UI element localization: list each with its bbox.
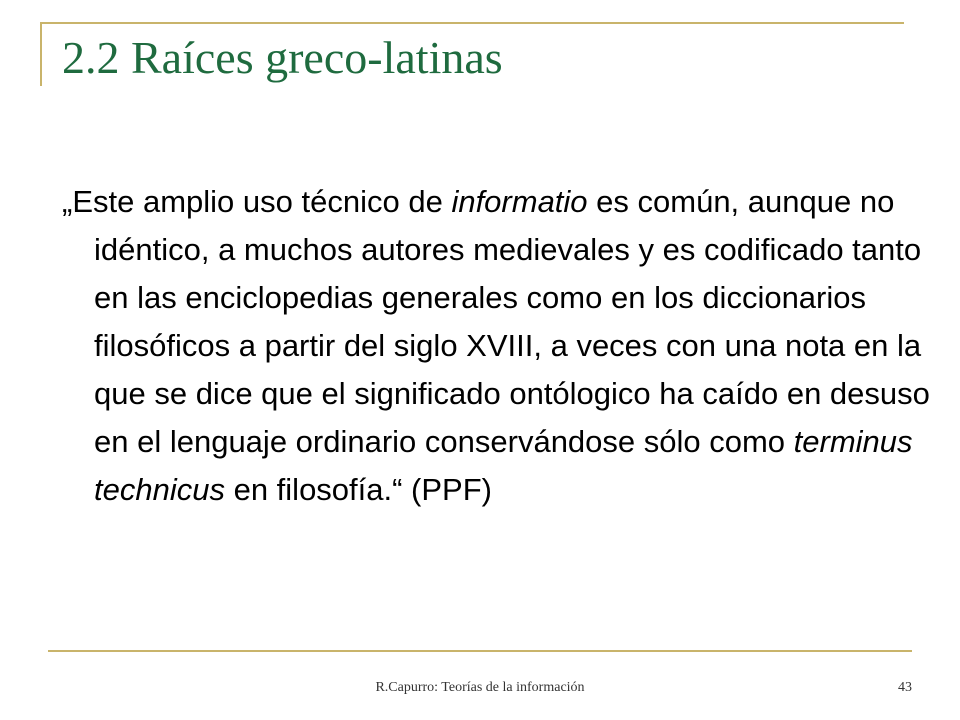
footer-text: R.Capurro: Teorías de la información	[375, 680, 585, 695]
quote-text-part2: es común, aunque no idéntico, a muchos autores medievales y es codificado tanto en las enciclopedias generales como en los diccionarios filosóficos a partir del siglo XVIII, a veces con una nota en la que se dice que el significado ontólogico ha caído en desuso en el lenguaje ordinario conservándose sólo como	[94, 184, 930, 459]
page-number: 43	[898, 680, 912, 695]
slide-title: 2.2 Raíces greco-latinas	[62, 32, 503, 83]
left-divider	[40, 22, 42, 86]
quote-term-terminus-technicus: terminus technicus	[94, 424, 913, 507]
top-divider	[40, 22, 904, 24]
footer-divider	[48, 650, 912, 652]
quote-paragraph	[62, 178, 934, 514]
quote-term-informatio: informatio	[451, 184, 588, 219]
quote-text-part1: „Este amplio uso técnico de	[62, 184, 452, 219]
quote-text-part3: en filosofía.“ (PPF)	[224, 472, 492, 507]
